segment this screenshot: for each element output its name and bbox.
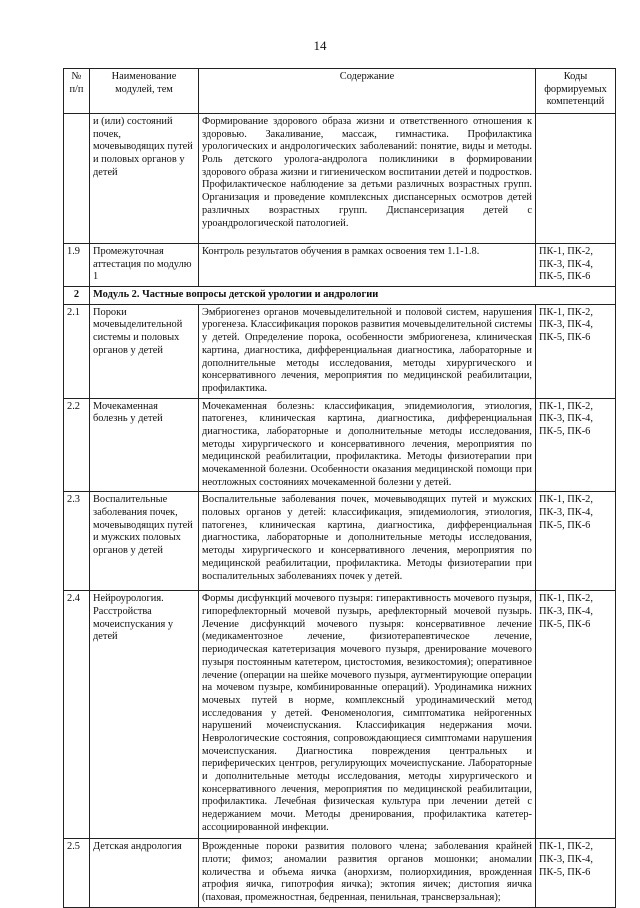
row-number: 1.9 <box>64 244 90 287</box>
table-row <box>64 114 616 244</box>
table-row <box>64 839 616 907</box>
row-number: 2.4 <box>64 591 90 839</box>
module-number: 2 <box>64 287 90 305</box>
row-codes <box>536 114 616 244</box>
row-number: 2.1 <box>64 304 90 398</box>
row-codes: ПК-1, ПК-2, ПК-3, ПК-4, ПК-5, ПК-6 <box>536 492 616 591</box>
row-codes: ПК-1, ПК-2, ПК-3, ПК-4, ПК-5, ПК-6 <box>536 591 616 839</box>
row-codes: ПК-1, ПК-2, ПК-3, ПК-4, ПК-5, ПК-6 <box>536 304 616 398</box>
header-module-name: Наименование модулей, тем <box>90 69 199 114</box>
table-row <box>64 244 616 287</box>
table-row <box>64 591 616 839</box>
row-content: Эмбриогенез органов мочевыделительной и половой систем, нарушения урогенеза. Классификация пороков развития мочевыделительной системы у детей. Определение порока, особенности эмбриогенеза, клиническая картина, диагностика, дифференциальная диагностика, лабораторные и дополнительные методы исследования, методы хирургического и консервативного лечения, мероприятия по медицинской реабилитации, профилактика. <box>199 304 536 398</box>
module-title: Модуль 2. Частные вопросы детской урологии и андрологии <box>90 287 616 305</box>
header-competency-codes: Коды формируемых компетенций <box>536 69 616 114</box>
row-topic-name: Пороки мочевыделительной системы и половых органов у детей <box>90 304 199 398</box>
table-row <box>64 492 616 591</box>
module-header-row <box>64 287 616 305</box>
row-topic-name: Мочекаменная болезнь у детей <box>90 398 199 492</box>
row-topic-name: Промежуточная аттестация по модулю 1 <box>90 244 199 287</box>
row-content: Воспалительные заболевания почек, мочевыводящих путей и мужских половых органов у детей: классификация, эпидемиология, этиология, патогенез, клиническая картина, диагностика, дифференциальная диагностика, лабораторные и дополнительные методы исследования, методы хирургического и консервативного лечения, мероприятия по медицинской реабилитации, профилактика. Методы физиотерапии при воспалительных заболеваниях почек у детей. <box>199 492 536 591</box>
row-content: Врожденные пороки развития полового члена; заболевания крайней плоти; фимоз; аномалии развития органов мошонки; аномалии количества и объема яичка (анорхизм, полиорхидиния, врожденная атрофия яичка, гипотрофия яичка); эктопия яичек; дистопия яичка (паховая, промежностная, бедренная, пенильная, трансверзальная); <box>199 839 536 907</box>
row-content: Формирование здорового образа жизни и ответственного отношения к здоровью. Закаливание, массаж, гимнастика. Профилактика урологических и андрологических заболеваний: понятие, виды и методы. Роль детского уролога-андролога поликлиники в формировании здорового образа жизни и гигиеническом воспитании детей и подростков. Профилактическое наблюдение за детьми различных возрастных групп. Организация и проведение комплексных диспансерных осмотров детей различных возрастных групп. Диспансеризация детей с уроандрологической патологией. <box>199 114 536 244</box>
row-number: 2.5 <box>64 839 90 907</box>
curriculum-table <box>63 68 616 908</box>
row-number: 2.2 <box>64 398 90 492</box>
table-header-row <box>64 69 616 114</box>
table-row <box>64 398 616 492</box>
page-number: 14 <box>313 38 327 53</box>
header-content: Содержание <box>199 69 536 114</box>
row-topic-name: Детская андрология <box>90 839 199 907</box>
row-topic-name: Воспалительные заболевания почек, мочевыводящих путей и мужских половых органов у детей <box>90 492 199 591</box>
row-number: 2.3 <box>64 492 90 591</box>
row-number <box>64 114 90 244</box>
row-content: Контроль результатов обучения в рамках освоения тем 1.1-1.8. <box>199 244 536 287</box>
row-codes: ПК-1, ПК-2, ПК-3, ПК-4, ПК-5, ПК-6 <box>536 398 616 492</box>
row-content: Формы дисфункций мочевого пузыря: гиперактивность мочевого пузыря, гипорефлекторный мочевой пузырь, арефлекторный мочевой пузырь. Лечение дисфункций мочевого пузыря: консервативное лечение (медикаментозное лечение, физиотерапевтическое лечение, периодическая катетеризация мочевого пузыря, дренирование мочевого пузыря постоянным катетером, цистостомия, везикостомия); оперативное лечение (операции на шейке мочевого пузыря, аугментирующие операции на мочевом пузыре, комбинированные операций). Уродинамика нижних мочевых путей в норме, комплексный уродинамический метод исследования у детей. Феноменология, симптоматика нейрогенных нарушений мочеиспускания. Классификация недержания мочи. Неврологические состояния, сопровождающиеся симптомами нарушения мочеиспускания. Диагностика повреждения центральных и периферических центров, регулирующих мочеиспускание. Лабораторные и дополнительные методы исследования, методы хирургического и консервативного лечения, мероприятия по медицинской реабилитации, профилактика. Лечебная физическая культура при лечении детей с недержанием мочи. Методы дренирования, профилактика катетер-ассоциированной инфекции. <box>199 591 536 839</box>
row-content: Мочекаменная болезнь: классификация, эпидемиология, этиология, патогенез, клиническая картина, диагностика, дифференциальная диагностика, лабораторные и дополнительные методы исследования, методы хирургического и консервативного лечения, мероприятия по медицинской реабилитации, профилактика. Методы физиотерапии при мочекаменной болезни. Особенности оказания медицинской помощи при неотложных состояниях мочекаменной болезни у детей. <box>199 398 536 492</box>
row-topic-name: Нейроурология. Расстройства мочеиспускания у детей <box>90 591 199 839</box>
row-topic-name: и (или) состояний почек, мочевыводящих путей и половых органов у детей <box>90 114 199 244</box>
row-codes: ПК-1, ПК-2, ПК-3, ПК-4, ПК-5, ПК-6 <box>536 839 616 907</box>
header-number: № п/п <box>64 69 90 114</box>
row-codes: ПК-1, ПК-2, ПК-3, ПК-4, ПК-5, ПК-6 <box>536 244 616 287</box>
table-row <box>64 304 616 398</box>
